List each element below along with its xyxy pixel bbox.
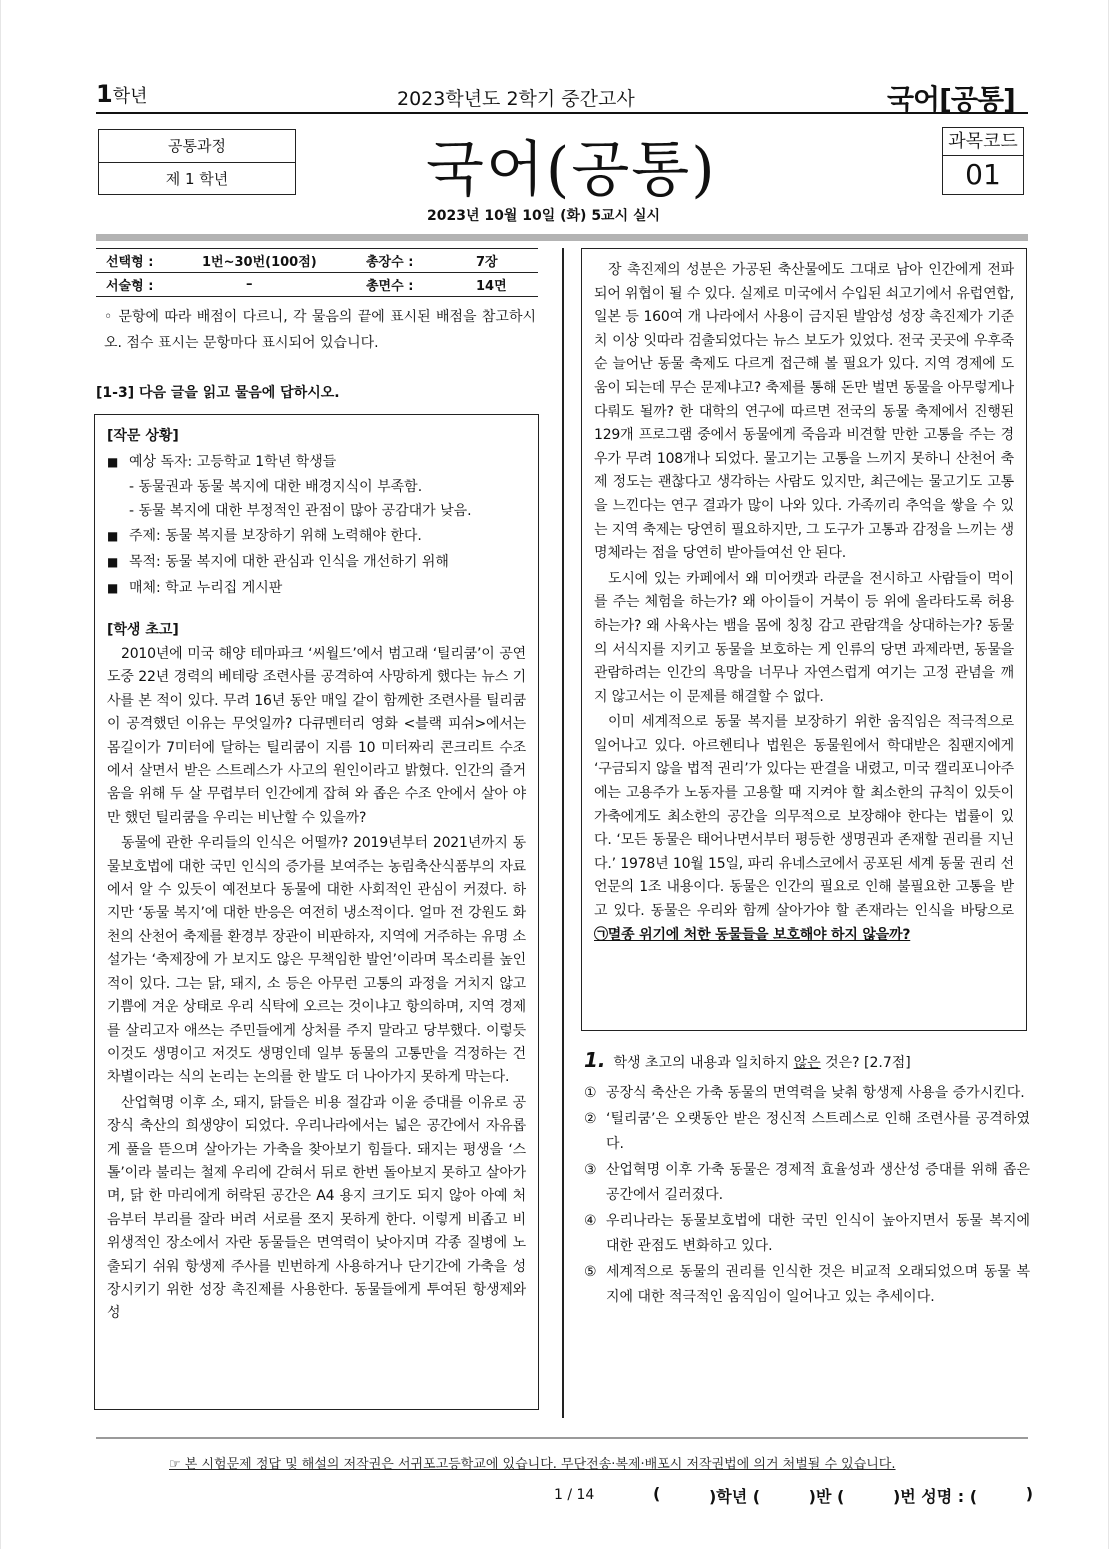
answer-option[interactable]	[584, 1209, 1030, 1259]
info-row-written	[96, 273, 538, 297]
option-text: ‘틸리쿰’은 오랫동안 받은 정신적 스트레스로 인해 조련사를 공격하였다.	[606, 1111, 1030, 1152]
header-divider	[96, 112, 1028, 114]
subject-code-label: 과목코드	[943, 128, 1023, 156]
draft-paragraph: 동물에 관한 우리들의 인식은 어떨까? 2019년부터 2021년까지 동물보호법에 대한 국민 인식의 증가를 보여주는 농림축산식품부의 자료에서 알 수 있듯이 예전보다 동물에 대한 사회적인 관심이 커졌다. 하지만 ‘동물 복지’에 대한 반응은 여전히 냉소적이다. 얼마 전 강원도 화천의 산천어 축제를 환경부 장관이 비판하자, 지역에 거주하는 유명 소설가는 ‘축제장에 가 보지도 않은 무책임한 발언’이라며 목소리를 높인 적이 있다. 그는 닭, 돼지, 소 등은 아무런 고통의 과정을 거치지 않고 기쁨에 겨운 상태로 우리 식탁에 오르는 것이냐고 항의하며, 지역 경제를 살리고자 애쓰는 주민들에게 상처를 주지 말라고 당부했다. 이렇듯 이것도 생명이고 저것도 생명인데 일부 동물의 고통만을 걱정하는 건 차별이라는 식의 논리는 논의를 한 발도 더 나아가지 못하게 막는다.	[107, 835, 526, 1086]
info-cell: –	[176, 273, 326, 297]
scoring-note: ◦ 문항에 따라 배점이 다르니, 각 물음의 끝에 표시된 배점을 참고하시오. 점수 표시는 문항마다 표시되어 있습니다.	[104, 309, 536, 351]
draft-paragraph-text: 이미 세계적으로 동물 복지를 보장하기 위한 움직임은 적극적으로 일어나고 있다. 아르헨티나 법원은 동물원에서 학대받은 침팬지에게 ‘구금되지 않을 법적 권리’가 있다는 판결을 내렸고, 미국 캘리포니아주에는 고용주가 노동자를 고용할 때 지켜야 할 최소한의 규칙이 있듯이 가축에게도 최소한의 공간을 의무적으로 보장해야 한다는 법률이 있다. ‘모든 동물은 태어나면서부터 평등한 생명권과 존재할 권리를 지닌다.’ 1978년 10월 15일, 파리 유네스코에서 공포된 세계 동물 권리 선언문의 1조 내용이다. 동물은 인간의 필요로 인해 불필요한 고통을 받고 있다. 동물은 우리와 함께 살아가야 할 존재라는 인식을 바탕으로	[594, 714, 1014, 920]
answer-options	[584, 1081, 1030, 1310]
exam-title: 2023학년도 2학기 중간고사	[397, 88, 635, 110]
exam-info-table	[96, 248, 538, 297]
question-group-header: [1-3] 다음 글을 읽고 물음에 답하시오.	[96, 385, 340, 401]
situation-subitem: - 동물 복지에 대한 부정적인 관점이 많아 공감대가 낮음.	[129, 503, 472, 519]
question-number: 1.	[584, 1048, 606, 1072]
situation-item	[107, 523, 526, 549]
subject-label: 국어[공통]	[887, 83, 1015, 116]
option-text: 우리나라는 동물보호법에 대한 국민 인식이 높아지면서 동물 복지에 대한 관점도 변화하고 있다.	[606, 1213, 1030, 1254]
info-cell: 14면	[446, 273, 538, 297]
fill-part: )번 성명 : (	[892, 1487, 978, 1506]
subject-code-value: 01	[965, 158, 1001, 191]
draft-title: [학생 초고]	[107, 622, 179, 638]
question-stem-text: 것은? [2.7점]	[820, 1055, 911, 1071]
info-cell: 총장수 :	[326, 249, 446, 273]
option-text: 산업혁명 이후 가축 동물은 경제적 효율성과 생산성 증대를 위해 좁은 공간에서 길러졌다.	[606, 1162, 1030, 1203]
info-cell: 서술형 :	[96, 273, 176, 297]
page-title: 국어(공통)	[426, 135, 717, 205]
situation-item-text: 목적: 동물 복지에 대한 관심과 인식을 개선하기 위해	[129, 554, 449, 570]
grade-label	[96, 80, 147, 108]
answer-option[interactable]	[584, 1107, 1030, 1157]
question-stem-emphasis: 않은	[793, 1055, 821, 1071]
column-divider	[562, 248, 564, 1418]
passage-box-right	[581, 248, 1027, 1031]
info-row-selection	[96, 249, 538, 273]
answer-option[interactable]	[584, 1081, 1030, 1106]
draft-paragraph: 2010년에 미국 해양 테마파크 ‘씨월드’에서 범고래 ‘틸리쿰’이 공연 도중 22년 경력의 베테랑 조련사를 공격하여 사망하게 했다는 뉴스 기사를 본 적이 있다. 무려 16년 동안 매일 같이 함께한 조련사를 틸리쿰이 공격했던 이유는 무엇일까? 다큐멘터리 영화 <블랙 피쉬>에서는 몸길이가 7미터에 달하는 틸리쿰이 지름 10 미터짜리 콘크리트 수조에서 살면서 받은 스트레스가 사고의 원인이라고 밝혔다. 인간의 즐거움을 위해 두 살 무렵부터 인간에게 잡혀 와 좁은 수조 안에서 살아 야만 했던 틸리쿰을 우리는 비난할 수 있을까?	[107, 646, 526, 826]
question-1	[584, 1048, 1030, 1311]
info-cell: 1번~30번(100점)	[176, 249, 326, 273]
grade-suffix: 학년	[112, 86, 148, 107]
situation-item-text: 예상 독자: 고등학교 1학년 학생들	[129, 454, 337, 470]
situation-item	[107, 449, 526, 475]
question-stem	[584, 1048, 1030, 1075]
fill-part: (	[653, 1484, 661, 1503]
square-bullet-icon: ■	[107, 455, 119, 469]
page-number: 1 / 14	[554, 1487, 595, 1503]
square-bullet-icon: ■	[107, 581, 119, 595]
fill-part: )	[1025, 1484, 1033, 1503]
situation-item-text: 주제: 동물 복지를 보장하기 위해 노력해야 한다.	[129, 528, 422, 544]
situation-item	[107, 549, 526, 575]
situation-title: [작문 상황]	[107, 428, 179, 444]
question-stem-text: 학생 초고의 내용과 일치하지	[613, 1055, 794, 1071]
answer-option[interactable]	[584, 1158, 1030, 1208]
option-number: ③	[584, 1162, 597, 1178]
draft-paragraph	[594, 711, 1014, 947]
student-info-line	[653, 1484, 1033, 1507]
draft-paragraphs-right	[594, 259, 1014, 709]
fill-part: )반 (	[808, 1487, 845, 1506]
situation-list	[107, 449, 526, 601]
underlined-sentence: ㉠멸종 위기에 처한 동물들을 보호해야 하지 않을까?	[594, 926, 911, 943]
copyright-notice: ☞ 본 시험문제 정답 및 해설의 저작권은 서귀포고등학교에 있습니다. 무단전송·복제·배포시 저작권법에 의거 처벌될 수 있습니다.	[169, 1457, 896, 1472]
square-bullet-icon: ■	[107, 529, 119, 543]
info-cell: 7장	[446, 249, 538, 273]
option-text: 세계적으로 동물의 권리를 인식한 것은 비교적 오래되었으며 동물 복지에 대한 적극적인 움직임이 일어나고 있는 추세이다.	[606, 1264, 1030, 1305]
draft-paragraph: 장 촉진제의 성분은 가공된 축산물에도 그대로 남아 인간에게 전파되어 위협이 될 수 있다. 실제로 미국에서 수입된 쇠고기에서 유럽연합, 일본 등 160여 개 나라에서 사용이 금지된 발암성 성장 촉진제가 기준치 이상 잇따라 검출되었다는 뉴스 보도가 있었다. 전국 곳곳에 우후죽순 늘어난 동물 축제도 다르게 접근해 볼 필요가 있다. 지역 경제에 도움이 되는데 무슨 문제냐고? 축제를 통해 돈만 벌면 동물을 아무렇게나 다뤄도 될까? 한 대학의 연구에 따르면 전국의 동물 축제에서 진행된 129개 프로그램 중에서 동물에게 죽음과 비견할 만한 고통을 주는 경우가 무려 108개나 되었다. 물고기는 고통을 느끼지 못하니 산천어 축제 정도는 괜찮다고 생각하는 사람도 있지만, 최근에는 물고기도 고통을 느낀다는 연구 결과가 많이 나와 있다. 가족끼리 추억을 쌓을 수 있는 지역 축제는 당연히 필요하지만, 그 도구가 고통과 감정을 느끼는 생명체라는 점을 당연히 받아들여선 안 된다.	[594, 262, 1014, 562]
option-text: 공장식 축산은 가축 동물의 면역력을 낮춰 항생제 사용을 증가시킨다.	[606, 1085, 1025, 1101]
passage-box-left	[94, 414, 539, 1410]
info-cell: 총면수 :	[326, 273, 446, 297]
situation-subitem: - 동물권과 동물 복지에 대한 배경지식이 부족함.	[129, 479, 423, 495]
option-number: ②	[584, 1111, 597, 1127]
situation-item	[107, 575, 526, 601]
option-number: ①	[584, 1085, 597, 1101]
draft-paragraph: 도시에 있는 카페에서 왜 미어캣과 라쿤을 전시하고 사람들이 먹이를 주는 체험을 하는가? 왜 아이들이 거북이 등 위에 올라타도록 허용하는가? 왜 사육사는 뱀을 몸에 칭칭 감고 관람객을 상대하는가? 동물의 서식지를 지키고 동물을 보호하는 게 인류의 당면 과제라면, 동물을 관람하려는 인간의 욕망을 너무나 자연스럽게 여기는 고정 관념을 깨지 않고서는 이 문제를 해결할 수 없다.	[594, 570, 1014, 705]
fill-part: )학년 (	[708, 1487, 761, 1506]
course-grade: 제 1 학년	[99, 162, 295, 194]
square-bullet-icon: ■	[107, 555, 119, 569]
exam-date: 2023년 10월 10일 (화) 5교시 실시	[427, 208, 661, 224]
draft-paragraphs-left	[107, 643, 526, 1326]
course-box	[98, 129, 296, 195]
header-bar	[96, 234, 1028, 241]
footer-divider	[96, 1437, 1028, 1439]
subject-code-box	[942, 127, 1024, 195]
draft-paragraph: 산업혁명 이후 소, 돼지, 닭들은 비용 절감과 이윤 증대를 이유로 공장식 축산의 희생양이 되었다. 우리나라에서는 넓은 공간에서 자유롭게 풀을 뜯으며 살아가는 가축을 찾아보기 힘들다. 돼지는 평생을 ‘스톨’이라 불리는 철제 우리에 갇혀서 뒤로 한번 돌아보지 못하고 살아가며, 닭 한 마리에게 허락된 공간은 A4 용지 크기도 되지 않아 아예 처음부터 부리를 잘라 버려 서로를 쪼지 못하게 한다. 이렇게 비좁고 비위생적인 장소에서 자란 동물들은 면역력이 낮아지며 각종 질병에 노출되기 쉬워 항생제 주사를 빈번하게 사용하거나 단기간에 가축을 성장시키기 위한 성장 촉진제를 사용한다. 동물들에게 투여된 항생제와 성	[107, 1094, 526, 1322]
info-cell: 선택형 :	[96, 249, 176, 273]
course-label: 공통과정	[168, 137, 226, 155]
answer-option[interactable]	[584, 1260, 1030, 1310]
option-number: ④	[584, 1213, 597, 1229]
grade-number: 1	[96, 80, 113, 108]
situation-item-text: 매체: 학교 누리집 게시판	[129, 580, 283, 596]
option-number: ⑤	[584, 1264, 597, 1280]
